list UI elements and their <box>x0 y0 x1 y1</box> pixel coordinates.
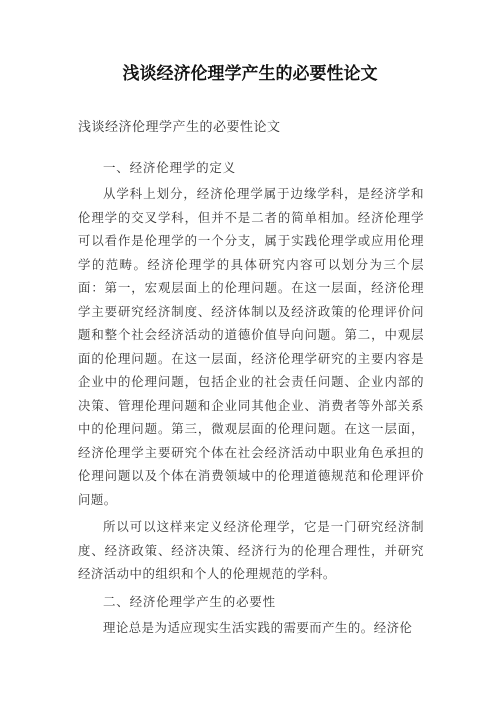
paragraph-definition-scope: 从学科上划分，经济伦理学属于边缘学科，是经济学和伦理学的交叉学科，但并不是二者的简单相加。经济伦理学可以看作是伦理学的一个分支，属于实践伦理学或应用伦理学的范畴。经济伦理学的具体研究内容可以划分为三个层面：第一，宏观层面上的伦理问题。在这一层面，经济伦理学主要研究经济制度、经济体制以及经济政策的伦理评价问题和整个社会经济活动的道德价值导向问题。第二，中观层面的伦理问题。在这一层面，经济伦理学研究的主要内容是企业中的伦理问题，包括企业的社会责任问题、企业内部的决策、管理伦理问题和企业同其他企业、消费者等外部关系中的伦理问题。第三，微观层面的伦理问题。在这一层面，经济伦理学主要研究个体在社会经济活动中职业角色承担的伦理问题以及个体在消费领域中的伦理道德规范和伦理评价问题。 <box>78 186 424 507</box>
document-subtitle: 浅谈经济伦理学产生的必要性论文 <box>78 120 281 135</box>
document-title: 浅谈经济伦理学产生的必要性论文 <box>122 64 378 84</box>
section-heading-necessity: 二、经济伦理学产生的必要性 <box>103 593 276 609</box>
paragraph-necessity-intro: 理论总是为适应现实生活实践的需要而产生的。经济伦 <box>103 619 413 635</box>
section-heading-definition: 一、经济伦理学的定义 <box>103 160 237 175</box>
paragraph-definition-summary: 所以可以这样来定义经济伦理学，它是一门研究经济制度、经济政策、经济决策、经济行为的伦理合理性，并研究经济活动中的组织和个人的伦理规范的学科。 <box>78 519 424 581</box>
document-body <box>78 156 424 639</box>
